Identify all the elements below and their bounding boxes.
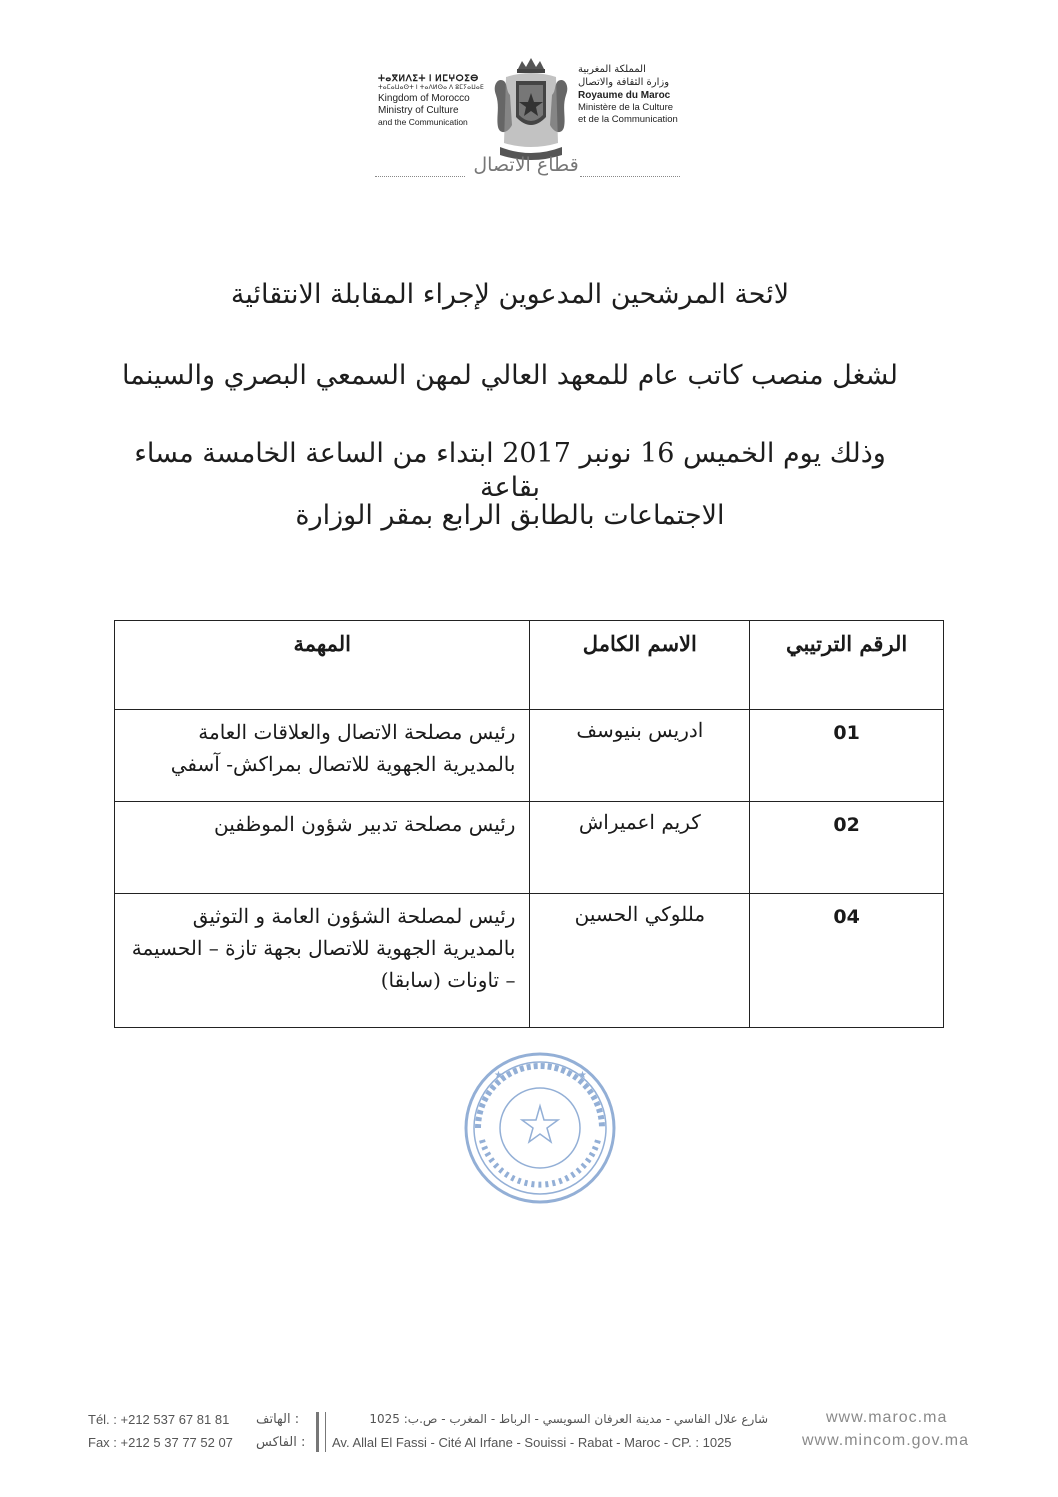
footer-fax-label-ar: : الفاكس — [256, 1435, 306, 1450]
footer-address-ar: شارع علال الفاسي - مدينة العرفان السويسي - الرباط - المغرب - ص.ب: 1025 — [369, 1412, 768, 1426]
french-ministry: Ministère de la Culture — [578, 102, 674, 113]
title-line-2: لشغل منصب كاتب عام للمعهد العالي لمهن السمعي البصري والسينما — [122, 360, 898, 391]
arabic-ministry: وزارة الثقافة والاتصال — [578, 77, 670, 88]
row-name: ادريس بنيوسف — [530, 710, 750, 802]
footer-website-maroc[interactable]: www.maroc.ma — [826, 1409, 948, 1426]
header-position: المهمة — [115, 621, 530, 710]
row-rank: 04 — [750, 894, 944, 1028]
dotted-divider-right — [580, 176, 680, 177]
row-position: رئيس مصلحة تدبير شؤون الموظفين — [115, 802, 530, 894]
title-line-3: وذلك يوم الخميس 16 نونبر 2017 ابتداء من الساعة الخامسة مساء بقاعة — [134, 438, 886, 503]
coat-of-arms-icon — [488, 55, 574, 163]
candidates-table — [114, 620, 944, 1028]
letterhead-left — [378, 72, 488, 128]
dotted-divider-left — [375, 176, 465, 177]
svg-text:★: ★ — [494, 1070, 503, 1081]
letterhead-right — [578, 63, 688, 126]
footer — [0, 1408, 1058, 1468]
footer-fax: Fax : +212 5 37 77 52 07 — [88, 1435, 233, 1450]
french-ministry-cont: et de la Communication — [578, 114, 678, 125]
tifinagh-subtitle: ⵜⴰⵎⴰⵡⴰⵙⵜ ⵏ ⵜⴰⴷⵍⵙⴰ ⴷ ⵓⵎⵢⴰⵡⴰⴹ — [378, 85, 485, 91]
footer-phone-label-ar: : الهاتف — [256, 1412, 300, 1427]
header-full-name: الاسم الكامل — [530, 621, 750, 710]
official-stamp-icon — [460, 1048, 620, 1208]
table-header-row — [115, 621, 944, 710]
footer-website-mincom[interactable]: www.mincom.gov.ma — [802, 1432, 969, 1449]
row-name: مللوكي الحسين — [530, 894, 750, 1028]
tifinagh-title: ⵜⴰⴳⵍⴷⵉⵜ ⵏ ⵍⵎⵖⵔⵉⴱ — [378, 73, 479, 83]
title-line-1: لائحة المرشحين المدعوين لإجراء المقابلة الانتقائية — [230, 279, 790, 310]
row-rank: 02 — [750, 802, 944, 894]
english-ministry-cont: and the Communication — [378, 117, 468, 127]
table-row — [115, 894, 944, 1028]
footer-address-fr: Av. Allal El Fassi - Cité Al Irfane - Souissi - Rabat - Maroc - CP. : 1025 — [332, 1435, 732, 1450]
english-kingdom: Kingdom of Morocco — [378, 93, 470, 104]
svg-text:★: ★ — [578, 1070, 587, 1081]
row-rank: 01 — [750, 710, 944, 802]
french-kingdom: Royaume du Maroc — [578, 90, 671, 101]
title-line-4: الاجتماعات بالطابق الرابع بمقر الوزارة — [295, 500, 725, 531]
arabic-kingdom: المملكة المغربية — [578, 64, 646, 75]
footer-phone: Tél. : +212 537 67 81 81 — [88, 1412, 230, 1427]
row-position: رئيس مصلحة الاتصال والعلاقات العامة بالمديرية الجهوية للاتصال بمراكش- آسفي — [115, 710, 530, 802]
english-ministry: Ministry of Culture — [378, 105, 459, 116]
header-rank: الرقم الترتيبي — [750, 621, 944, 710]
sector-label: قطاع الاتصال — [473, 154, 579, 176]
row-name: كريم اعميراش — [530, 802, 750, 894]
table-row — [115, 802, 944, 894]
sector-label-block — [375, 152, 685, 182]
footer-divider — [316, 1412, 326, 1452]
row-position: رئيس لمصلحة الشؤون العامة و التوثيق بالمديرية الجهوية للاتصال بجهة تازة – الحسيمة – تاونات (سابقا) — [115, 894, 530, 1028]
table-row — [115, 710, 944, 802]
